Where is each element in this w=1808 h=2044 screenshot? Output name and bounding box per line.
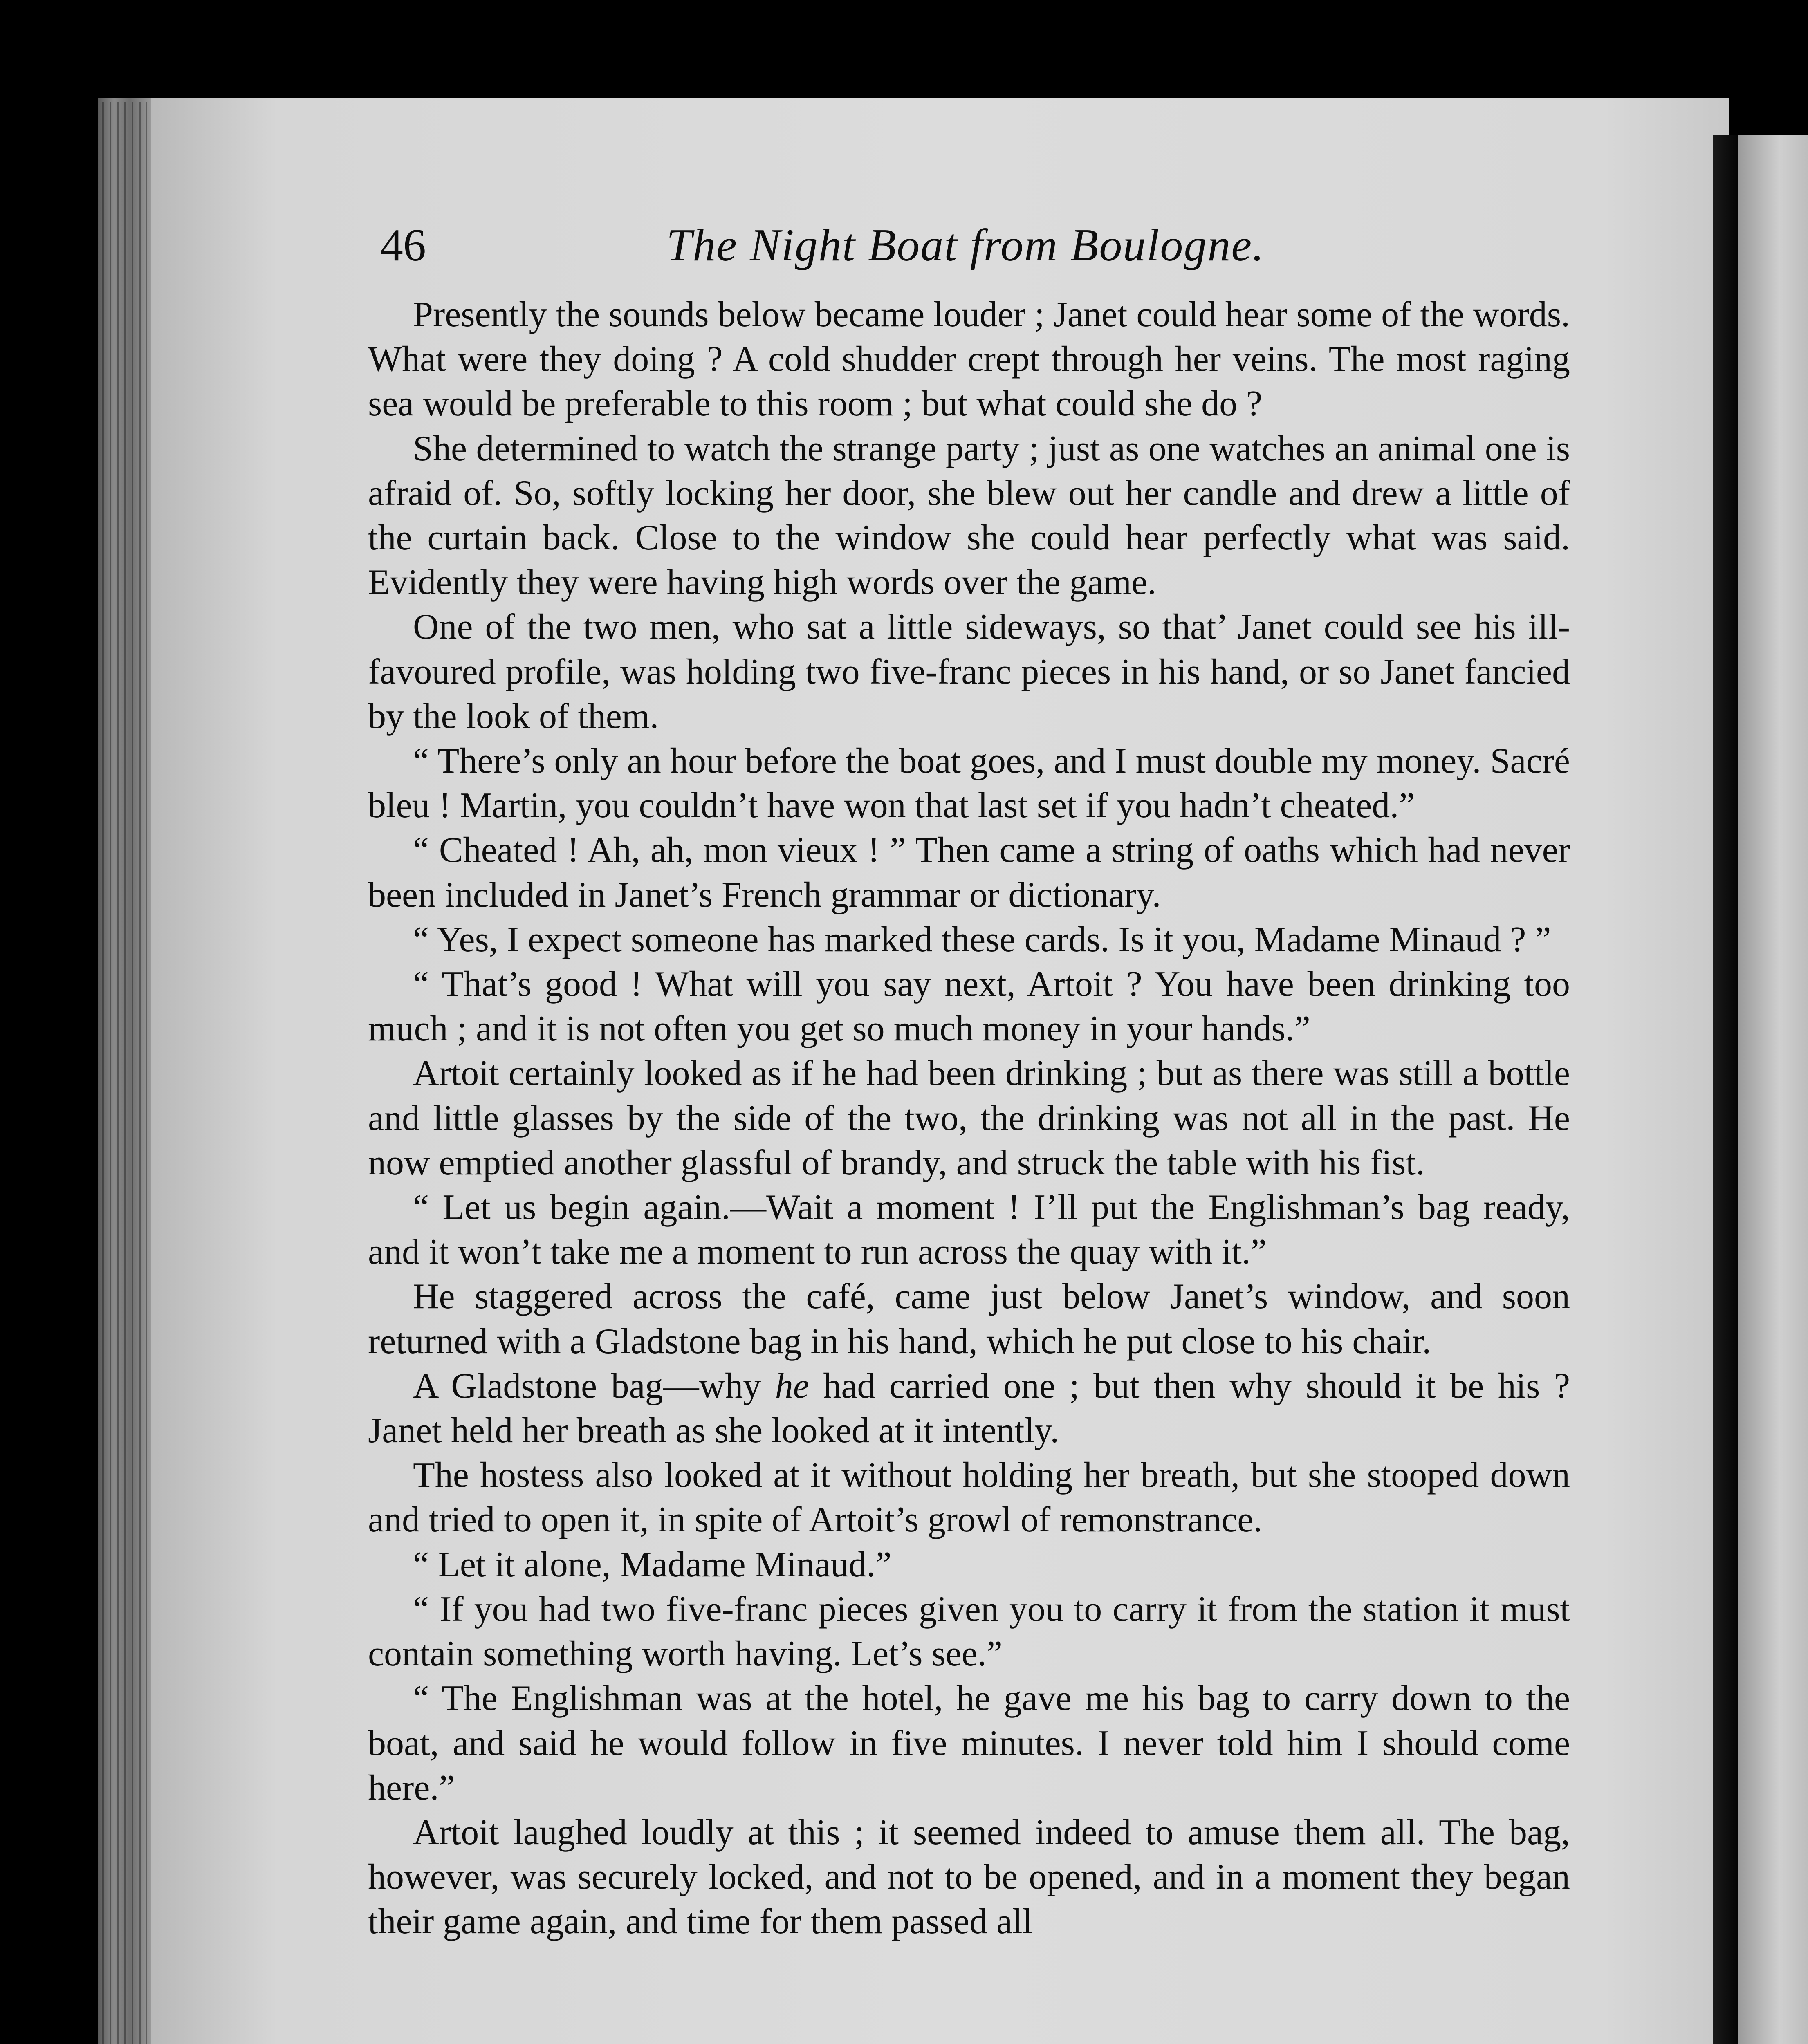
page-number: 46 <box>380 220 426 271</box>
next-page-edge <box>1738 135 1808 2044</box>
paragraph: The hostess also looked at it without holding her breath, but she stooped down and tried to open it, in spite of Artoit’s growl of remonstrance. <box>368 1455 1570 1540</box>
paragraph: “ The Englishman was at the hotel, he gave me his bag to carry down to the boat, and said he would follow in five minutes. I never told him I should come here.” <box>368 1679 1570 1808</box>
paragraph: Artoit laughed loudly at this ; it seemed indeed to amuse them all. The bag, however, was securely locked, and not to be opened, and in a moment they began their game again, and time for them passed all <box>368 1812 1570 1942</box>
paragraph: “ That’s good ! What will you say next, Artoit ? You have been drinking too much ; and it is not often you get so much money in your hands.” <box>368 964 1570 1049</box>
page-header <box>380 213 1705 278</box>
page-edge-lines <box>102 102 147 2044</box>
page-gutter-shadow <box>1713 135 1738 2044</box>
paragraph: “ Cheated ! Ah, ah, mon vieux ! ” Then came a string of oaths which had never been included in Janet’s French grammar or dictionary. <box>368 830 1570 915</box>
paragraph: “ If you had two five-franc pieces given you to carry it from the station it must contain something worth having. Let’s see.” <box>368 1589 1570 1674</box>
paragraph: Presently the sounds below became louder ; Janet could hear some of the words. What were they doing ? A cold shudder crept through her veins. The most raging sea would be preferable to this room ; but what could she do ? <box>368 295 1570 424</box>
paragraph: One of the two men, who sat a little sideways, so that’ Janet could see his ill-favoured profile, was holding two five-franc pieces in his hand, or so Janet fancied by the look of them. <box>368 607 1570 736</box>
paragraph <box>368 1364 1570 1453</box>
paragraph: “ Yes, I expect someone has marked these cards. Is it you, Madame Minaud ? ” <box>413 919 1551 959</box>
paragraph: Artoit certainly looked as if he had been drinking ; but as there was still a bottle and little glasses by the side of the two, the drinking was not all in the past. He now emptied another glassful of brandy, and struck the table with his fist. <box>368 1053 1570 1183</box>
paragraph: “ There’s only an hour before the boat goes, and I must double my money. Sacré bleu ! Martin, you couldn’t have won that last set if you hadn’t cheated.” <box>368 741 1570 826</box>
paragraph: “ Let it alone, Madame Minaud.” <box>413 1544 892 1585</box>
paragraph-text: had carried one ; but then why should it be his ? Janet held her breath as she looked at it intently. <box>368 1366 1570 1451</box>
paragraph: “ Let us begin again.—Wait a moment ! I’ll put the Englishman’s bag ready, and it won’t take me a moment to run across the quay with it.” <box>368 1188 1570 1272</box>
emphasis-text: he <box>775 1366 809 1406</box>
running-head: The Night Boat from Boulogne. <box>666 220 1265 271</box>
paragraph: She determined to watch the strange party ; just as one watches an animal one is afraid of. So, softly locking her door, she blew out her candle and drew a little of the curtain back. Close to the window she could hear perfectly what was said. Evidently they were having high words over the game. <box>368 428 1570 603</box>
body-text <box>368 292 1570 1944</box>
paragraph-text: A Gladstone bag—why <box>413 1366 775 1406</box>
paragraph: He staggered across the café, came just below Janet’s window, and soon returned with a Gladstone bag in his hand, which he put close to his chair. <box>368 1277 1570 1361</box>
